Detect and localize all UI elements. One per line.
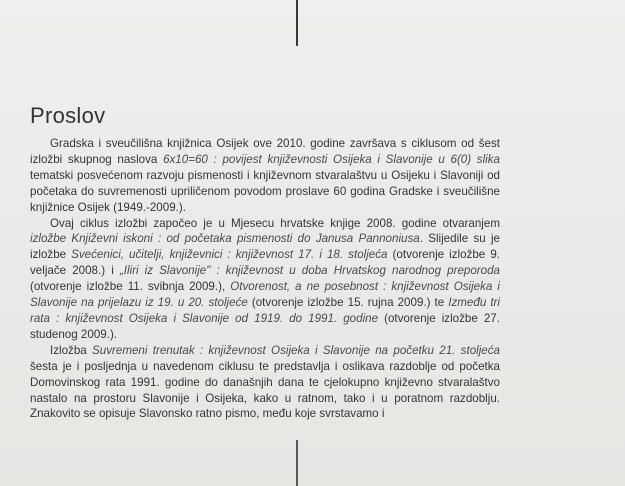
italic-title-text: izložbe Književni iskoni : od početaka pismenosti do Janusa Pannoniusa xyxy=(30,232,420,246)
italic-title-text: „Iliri iz Slavonije" : književnost u doba Hrvatskog narodnog preporoda xyxy=(119,264,500,278)
paragraph-text: (otvorenje izložbe 15. rujna 2009.) te xyxy=(247,296,449,310)
paragraph-text: . Slijedile su je izložbe xyxy=(30,232,500,262)
binding-mark-bottom xyxy=(296,440,298,486)
italic-title-text: Otvorenost, a ne posebnost : književnost Osijeka i Slavonije na prijelazu iz 19. u 20. stoljeće xyxy=(30,280,500,310)
body-text xyxy=(30,136,500,422)
paragraph-text: Izložba xyxy=(50,343,93,357)
paragraph xyxy=(30,136,500,216)
italic-title-text: Između tri rata : književnost Osijeka i Slavonije od 1919. do 1991. godine xyxy=(30,296,500,325)
paragraph-text: Ovaj ciklus izložbi započeo je u Mjesecu hrvatske knjige 2008. godine otvaranjem xyxy=(50,216,500,230)
paragraph-text: (otvorenje izložbe 9. veljače 2008.) i xyxy=(30,248,500,278)
paragraph xyxy=(30,216,500,343)
paragraph xyxy=(30,343,500,423)
italic-title-text: Suvremeni trenutak : književnost Osijeka i Slavonije na početku 21. stoljeća xyxy=(92,343,500,357)
paragraph-text: šesta je i posljednja u navedenom ciklusu te predstavlja i oslikava razdoblje od početka Domovinskog rata 1991. godine do današnjih dana te cjelokupno književno stvaralaštvo nastalo na prostoru Slavonije i Osijeka, kako u ratnom, tako i u poratnom razdoblju. Znakovito se opisuje Slavonsko ratno pismo, među koje svrstavamo i xyxy=(30,359,500,421)
paragraph-text: (otvorenje izložbe 27. studenog 2009.). xyxy=(30,311,500,341)
italic-title-text: Svećenici, učitelji, književnici : književnost 17. i 18. stoljeća xyxy=(71,248,388,262)
italic-title-text: 6x10=60 : povijest književnosti Osijeka i Slavonije u 6(0) slika xyxy=(163,152,500,166)
paragraph-text: (otvorenje izložbe 11. svibnja 2009.), xyxy=(30,280,231,294)
paragraph-text: tematski posvećenom razvoju pismenosti i književnom stvaralaštvu u Osijeku i Slavoniji od početaka do suvremenosti upriličenom povodom proslave 60 godina Gradske i sveučilišne knjižnice Osijek (1949.-2009.). xyxy=(30,168,500,214)
page-title: Proslov xyxy=(30,102,106,128)
paragraph-text: Gradska i sveučilišna knjižnica Osijek ove 2010. godine završava s ciklusom od šest izložbi skupnog naslova xyxy=(30,137,500,166)
binding-mark-top xyxy=(296,0,298,46)
